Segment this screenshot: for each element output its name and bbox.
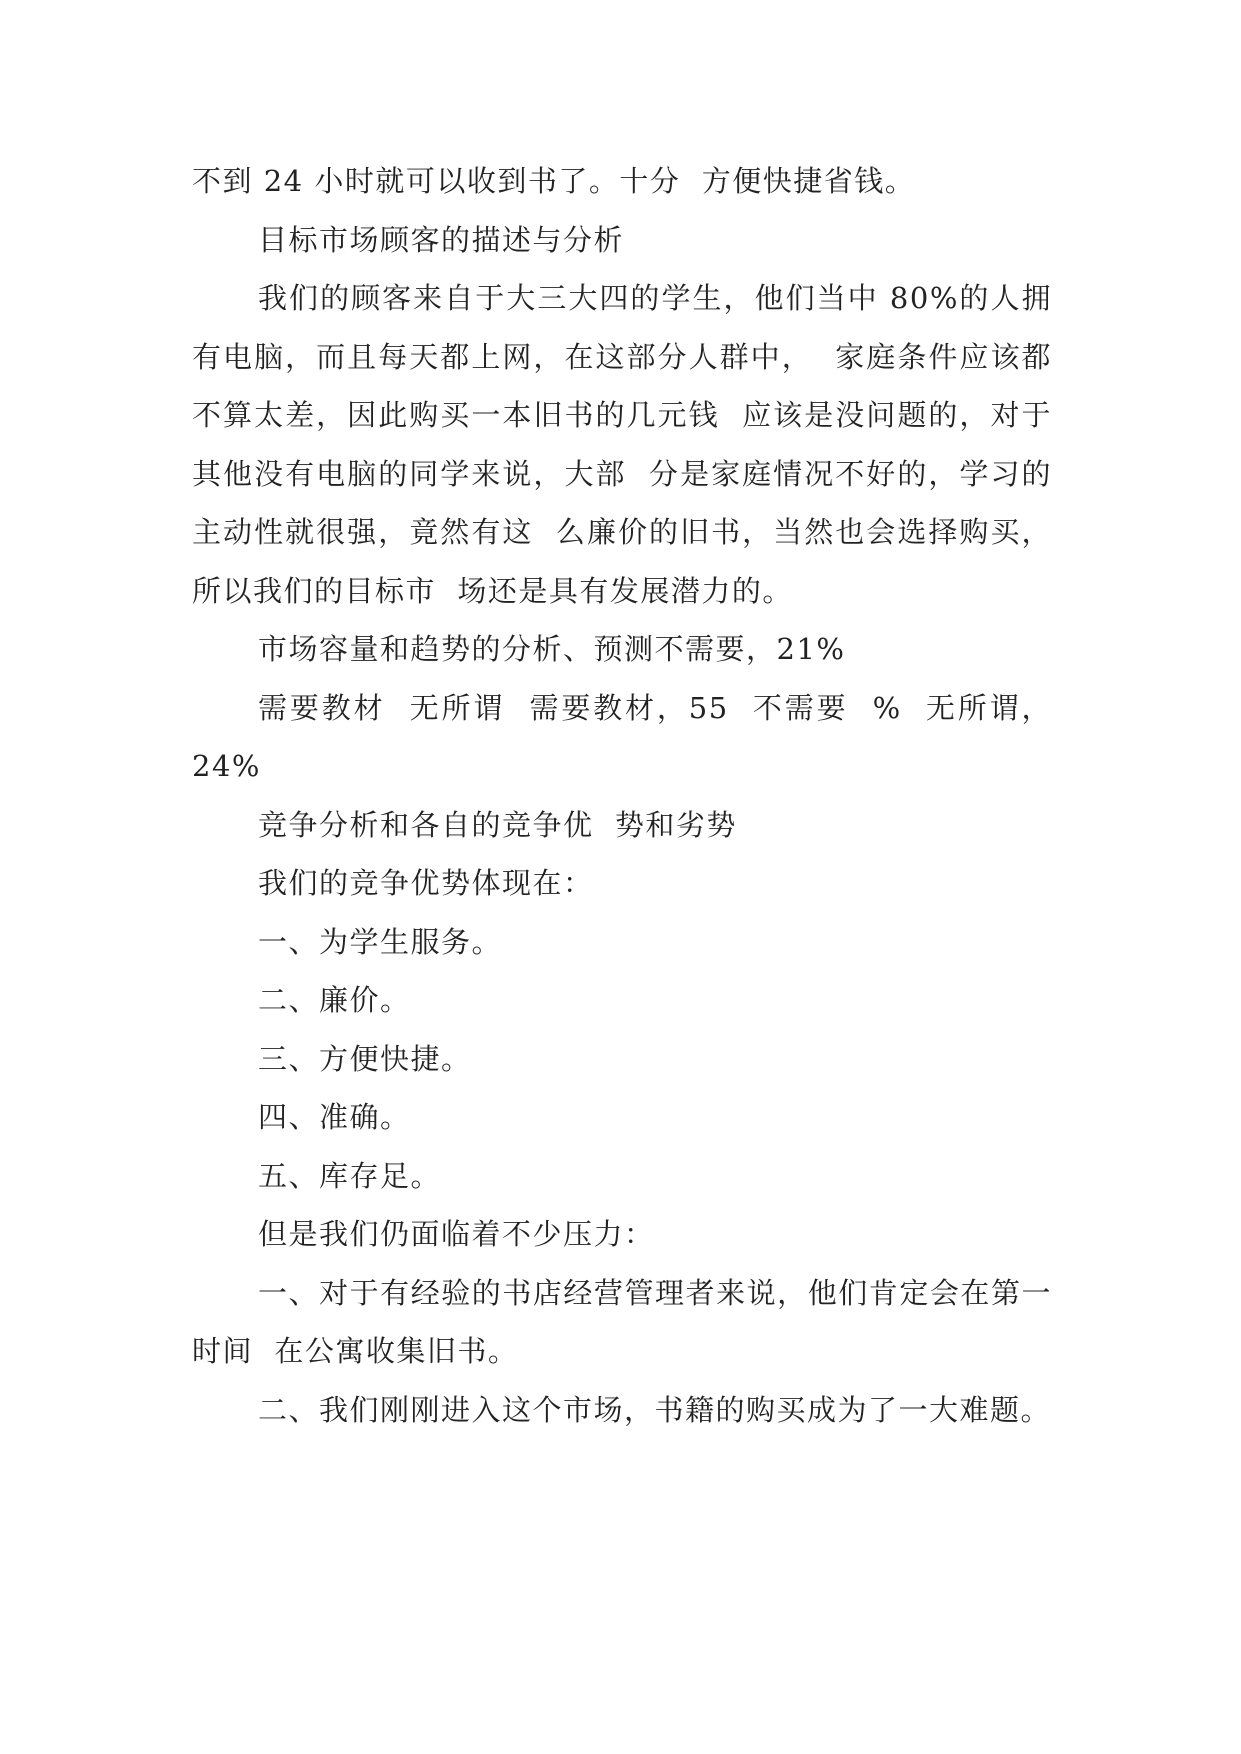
heading-target-market: 目标市场顾客的描述与分析 xyxy=(258,222,625,257)
list-item-advantage-3: 三、方便快捷。 xyxy=(258,1041,472,1076)
list-item-pressure-1: 一、对于有经验的书店经营管理者来说，他们肯定会在第一时间 在公寓收集旧书。 xyxy=(192,1275,1052,1368)
paragraph-pressures-intro: 但是我们仍面临着不少压力： xyxy=(258,1217,655,1251)
list-item-advantage-5: 五、库存足。 xyxy=(258,1158,442,1193)
document-body xyxy=(192,152,1052,1439)
paragraph-continuation: 不到 24 小时就可以收到书了。十分 方便快捷省钱。 xyxy=(192,164,916,198)
list-item-advantage-2: 二、廉价。 xyxy=(258,983,411,1017)
list-item-pressure-2: 二、我们刚刚进入这个市场，书籍的购买成为了一大难题。 xyxy=(258,1392,1052,1427)
paragraph-customer-analysis: 我们的顾客来自于大三大四的学生，他们当中 80%的人拥有电脑，而且每天都上网，在这部分人群中， 家庭条件应该都不算太差，因此购买一本旧书的几元钱 应该是没问题的，对于其他没有电脑的同学来说，大部 分是家庭情况不好的，学习的主动性就很强，竟然有这 么廉价的旧书，当然也会选择购买，所以我们的目标市 场还是具有发展潜力的。 xyxy=(192,281,1052,608)
list-item-advantage-4: 四、准确。 xyxy=(258,1100,411,1134)
paragraph-survey-results: 需要教材 无所谓 需要教材，55 不需要 % 无所谓，24% xyxy=(192,690,1052,783)
heading-market-capacity: 市场容量和趋势的分析、预测不需要，21% xyxy=(258,632,846,666)
list-item-advantage-1: 一、为学生服务。 xyxy=(258,924,503,959)
heading-competition-analysis: 竞争分析和各自的竞争优 势和劣势 xyxy=(258,807,737,842)
paragraph-advantages-intro: 我们的竞争优势体现在： xyxy=(258,866,594,900)
